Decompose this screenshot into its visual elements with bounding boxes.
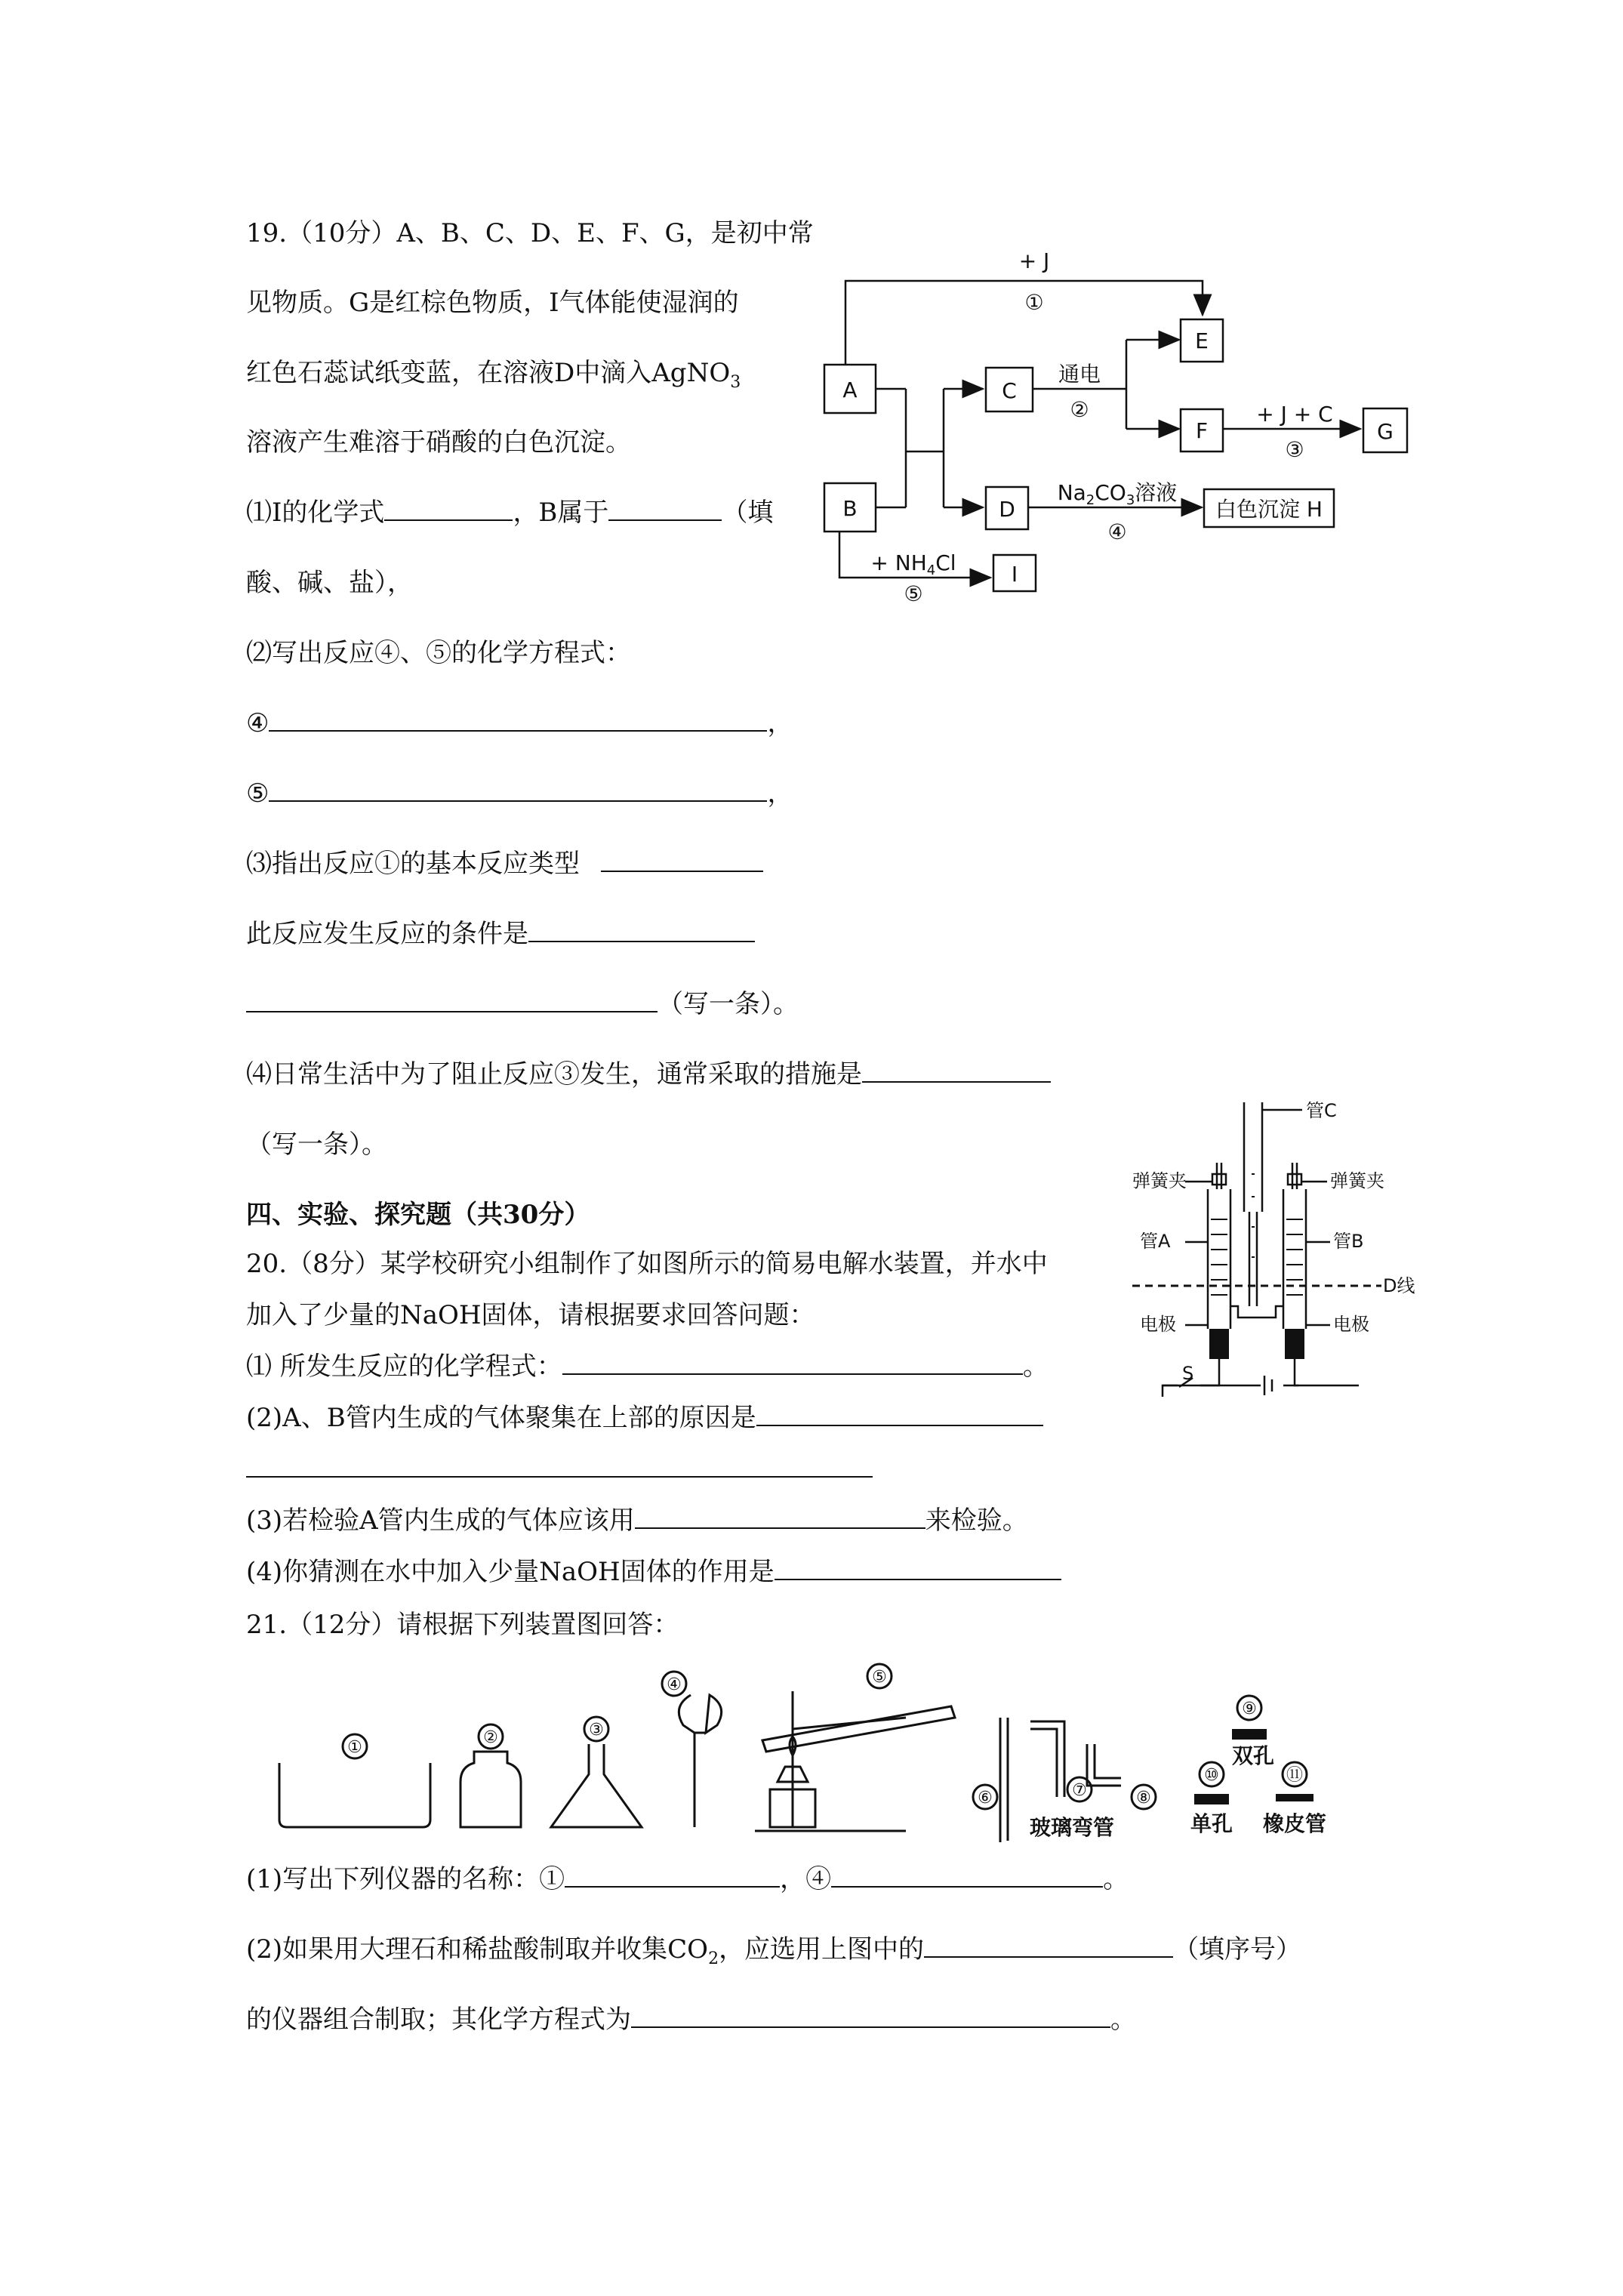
- electrolysis-apparatus: [1132, 1099, 1449, 1397]
- label-tube-A: 管A: [1140, 1231, 1171, 1252]
- label-electrode-right: 电极: [1333, 1314, 1369, 1335]
- reaction-flow-diagram: [815, 242, 1449, 604]
- q19-question-4-cont: （写一条）。: [246, 1130, 387, 1160]
- q19-line-2: 见物质。G是红棕色物质，I气体能使湿润的: [246, 288, 739, 318]
- q19-reaction-5: ⑤ ，: [246, 778, 793, 809]
- label-nh4cl: + $NH_4Cl$: [870, 550, 956, 578]
- single-hole-stopper: [1194, 1794, 1229, 1804]
- equipment-number-10: ⑩: [1204, 1766, 1219, 1785]
- q19-question-3: ⑶指出反应①的基本反应类型: [246, 846, 763, 882]
- answer-blank-instrument-1[interactable]: [565, 1863, 780, 1888]
- q19-line-3: 红色石蕊试纸变蓝，在溶液D中滴入AgNO$_3$: [246, 358, 741, 392]
- answer-blank-apparatus-set[interactable]: [924, 1934, 1173, 1958]
- electrode-left: [1209, 1329, 1229, 1359]
- double-hole-stopper: [1232, 1729, 1267, 1740]
- label-rubber-tube: 橡皮管: [1262, 1811, 1327, 1836]
- label-plus-J-C: + J + C: [1256, 402, 1333, 427]
- equipment-number-5: ⑤: [872, 1668, 887, 1687]
- node-C: C: [1002, 378, 1017, 403]
- answer-blank-formula[interactable]: [384, 497, 513, 521]
- label-reaction-5: ⑤: [904, 581, 923, 604]
- trough-drawing: [279, 1763, 430, 1827]
- section-4-heading: 四、实验、探究题（共30分）: [246, 1200, 590, 1230]
- answer-blank-gas-reason-2[interactable]: [246, 1453, 873, 1478]
- node-A: A: [842, 378, 858, 402]
- lab-equipment-figure: [272, 1661, 1366, 1842]
- label-electrolysis: 通电: [1058, 362, 1101, 387]
- funnel-drawing: [679, 1695, 721, 1827]
- q20-question-4: (4)你猜测在水中加入少量NaOH固体的作用是: [246, 1554, 1061, 1590]
- q21-question-1: (1)写出下列仪器的名称：① ，④ 。: [246, 1864, 1129, 1894]
- node-G: G: [1377, 419, 1394, 444]
- label-clamp-left: 弹簧夹: [1132, 1170, 1187, 1191]
- q20-question-3: (3)若检验A管内生成的气体应该用 来检验。: [246, 1505, 1028, 1536]
- label-na2co3: $Na_2CO_3$溶液: [1057, 480, 1178, 508]
- q19-question-3-cont: （写一条）。: [246, 986, 799, 1022]
- label-tube-B: 管B: [1333, 1231, 1364, 1252]
- label-single-hole: 单孔: [1190, 1811, 1233, 1836]
- node-B: B: [842, 496, 858, 521]
- rubber-tube: [1276, 1794, 1313, 1801]
- node-F: F: [1195, 418, 1209, 443]
- label-double-hole: 双孔: [1231, 1743, 1275, 1768]
- q19-question-1-cont: 酸、碱、盐），: [246, 568, 413, 598]
- equipment-number-3: ③: [589, 1721, 604, 1740]
- label-plus-J: + J: [1018, 248, 1050, 273]
- q20-line-2: 加入了少量的NaOH固体，请根据要求回答问题：: [246, 1300, 815, 1330]
- answer-blank-category[interactable]: [608, 497, 722, 521]
- label-switch: S: [1182, 1363, 1194, 1384]
- label-reaction-3: ③: [1285, 437, 1304, 462]
- label-glass-tube: 玻璃弯管: [1029, 1815, 1115, 1840]
- equipment-number-11: ⑪: [1286, 1766, 1304, 1785]
- equipment-number-6: ⑥: [978, 1789, 993, 1808]
- equipment-number-7: ⑦: [1072, 1781, 1087, 1800]
- equipment-number-9: ⑨: [1242, 1700, 1257, 1718]
- equipment-number-2: ②: [483, 1728, 498, 1747]
- label-electrode-left: 电极: [1140, 1314, 1176, 1335]
- equipment-number-8: ⑧: [1136, 1789, 1151, 1808]
- label-clamp-right: 弹簧夹: [1330, 1170, 1384, 1191]
- q19-question-2: ⑵写出反应④、⑤的化学方程式：: [246, 638, 631, 668]
- answer-blank-reaction-type[interactable]: [601, 848, 763, 872]
- answer-blank-co2-equation[interactable]: [631, 2004, 1110, 2028]
- q21-question-2: (2)如果用大理石和稀盐酸制取并收集$CO_2$，应选用上图中的 （填序号）: [246, 1934, 1302, 1968]
- label-reaction-2: ②: [1070, 397, 1089, 422]
- equipment-number-1: ①: [347, 1738, 362, 1757]
- answer-blank-electrolysis-eq[interactable]: [562, 1351, 1023, 1375]
- answer-blank-condition-2[interactable]: [246, 988, 658, 1012]
- q20-question-2-cont: [246, 1451, 873, 1487]
- electrode-right: [1285, 1329, 1304, 1359]
- label-tube-C: 管C: [1306, 1100, 1337, 1121]
- answer-blank-naoh-role[interactable]: [775, 1556, 1061, 1580]
- equipment-number-4: ④: [667, 1675, 682, 1694]
- node-E: E: [1195, 328, 1209, 353]
- answer-blank-measure[interactable]: [862, 1059, 1051, 1083]
- gas-jar-drawing: [460, 1752, 521, 1827]
- answer-blank-condition[interactable]: [528, 918, 755, 942]
- q19-line-1: 19.（10分）A、B、C、D、E、F、G，是初中常: [246, 218, 814, 248]
- label-reaction-1: ①: [1024, 290, 1044, 315]
- answer-blank-eq5[interactable]: [269, 778, 767, 802]
- q19-line-4: 溶液产生难溶于硝酸的白色沉淀。: [246, 427, 631, 458]
- node-D: D: [999, 497, 1015, 522]
- q21-line-1: 21.（12分）请根据下列装置图回答：: [246, 1610, 679, 1640]
- answer-blank-eq4[interactable]: [269, 707, 767, 732]
- label-line-D: D线: [1383, 1275, 1415, 1296]
- q19-reaction-4: ④ ，: [246, 708, 793, 738]
- q20-question-2: (2)A、B管内生成的气体聚集在上部的原因是: [246, 1400, 1043, 1436]
- q21-question-2-cont: 的仪器组合制取；其化学方程式为 。: [246, 2005, 1136, 2035]
- q19-question-1: ⑴I的化学式 ，B属于 （填: [246, 498, 774, 528]
- q19-question-4: ⑷日常生活中为了阻止反应③发生，通常采取的措施是: [246, 1056, 1051, 1093]
- answer-blank-test-method[interactable]: [635, 1505, 925, 1529]
- answer-blank-instrument-4[interactable]: [831, 1863, 1103, 1888]
- conical-flask-drawing: [551, 1744, 642, 1827]
- node-precipitate-H: 白色沉淀 H: [1215, 497, 1323, 522]
- node-I: I: [1011, 562, 1018, 587]
- q19-question-3-condition: 此反应发生反应的条件是: [246, 916, 755, 952]
- q20-question-1: ⑴ 所发生反应的化学程式： 。: [246, 1351, 1049, 1382]
- answer-blank-gas-reason[interactable]: [756, 1402, 1043, 1426]
- label-reaction-4: ④: [1107, 519, 1127, 544]
- q20-line-1: 20.（8分）某学校研究小组制作了如图所示的简易电解水装置，并水中: [246, 1249, 1048, 1279]
